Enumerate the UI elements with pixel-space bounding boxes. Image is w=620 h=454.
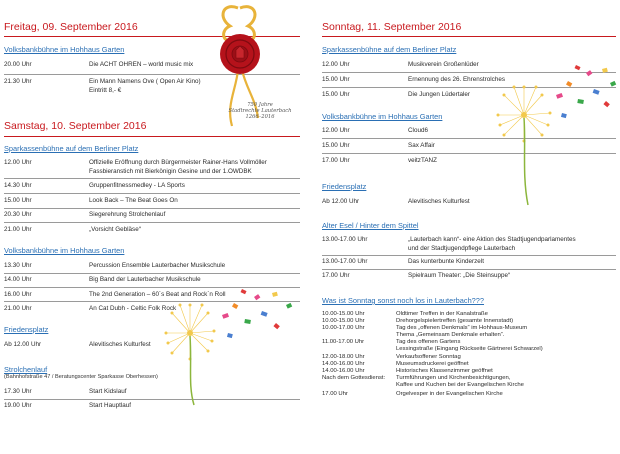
event-desc: „Vorsicht Gebläse“ bbox=[89, 226, 141, 233]
event-time: 14.30 Uhr bbox=[4, 182, 32, 189]
event-time: 20.30 Uhr bbox=[4, 211, 32, 218]
section-title: Sparkassenbühne auf dem Berliner Platz bbox=[322, 45, 457, 54]
list-item bbox=[322, 354, 616, 361]
seal-caption-line: Stadtrechte Lauterbach bbox=[228, 108, 292, 114]
section-title: Friedensplatz bbox=[4, 325, 49, 334]
section-title: Alter Esel / Hinter dem Spittel bbox=[322, 221, 419, 230]
event-time: 16.00 Uhr bbox=[4, 291, 32, 298]
day-heading-sunday: Sonntag, 11. September 2016 bbox=[322, 21, 462, 33]
list-item bbox=[322, 325, 616, 332]
event-desc: Cloud6 bbox=[408, 127, 428, 134]
event-time: 12.00 Uhr bbox=[4, 159, 32, 166]
heading-divider bbox=[4, 136, 300, 137]
seal-caption bbox=[225, 102, 295, 120]
list-item-desc: Historisches Klassenzimmer geöffnet bbox=[396, 367, 493, 374]
event-time: 14.00 Uhr bbox=[4, 276, 32, 283]
event-time: 13.00-17.00 Uhr bbox=[322, 236, 368, 243]
list-item-time: 10.00-17.00 Uhr bbox=[322, 325, 365, 332]
list-item bbox=[322, 361, 616, 368]
list-item-desc: Thema „Gemeinsam Denkmale erhalten“. bbox=[396, 332, 505, 339]
section-title: Was ist Sonntag sonst noch los in Lauterbach??? bbox=[322, 296, 485, 305]
event-desc: veitzTANZ bbox=[408, 157, 437, 164]
list-item-time: 10.00-15.00 Uhr bbox=[322, 311, 365, 317]
row-divider bbox=[4, 193, 300, 194]
seal-caption-line: 1266–2016 bbox=[245, 114, 275, 120]
event-desc: Das kunterbunte Kinderzelt bbox=[408, 258, 484, 265]
row-divider bbox=[4, 178, 300, 179]
event-time: 12.00 Uhr bbox=[322, 127, 350, 134]
event-time: Ab 12.00 Uhr bbox=[322, 198, 360, 205]
event-desc: Start Kidslauf bbox=[89, 388, 127, 395]
event-time: 15.00 Uhr bbox=[322, 91, 350, 98]
event-desc: Gruppenfitnessmedley - LA Sports bbox=[89, 182, 185, 189]
list-item-time: 10.00-15.00 Uhr bbox=[322, 318, 365, 325]
event-desc: Start Hauptlauf bbox=[89, 402, 132, 409]
list-item bbox=[322, 382, 616, 389]
event-time: 15.00 Uhr bbox=[4, 197, 32, 204]
event-desc: Die ACHT OHREN – world music mix bbox=[89, 61, 194, 68]
seal-caption-line: 750 Jahre bbox=[247, 102, 273, 108]
section-title: Volksbankbühne im Hohhaus Garten bbox=[4, 45, 125, 54]
list-item-time: 17.00 Uhr bbox=[322, 391, 348, 398]
dandelion-icon bbox=[478, 55, 618, 205]
event-desc: Alevitisches Kulturfest bbox=[408, 198, 470, 205]
event-time: 15.00 Uhr bbox=[322, 76, 350, 83]
event-desc: „Lauterbach kann“- eine Aktion des Stadtjugendparlamentes bbox=[408, 236, 576, 243]
list-item-time: 14.00-16.00 Uhr bbox=[322, 367, 365, 374]
section-title: Friedensplatz bbox=[322, 182, 367, 191]
day-heading-saturday: Samstag, 10. September 2016 bbox=[4, 120, 147, 132]
list-item-desc: Drehorgelspielertreffen (gesamte Innenstadt) bbox=[396, 318, 514, 325]
more-events-list bbox=[322, 311, 616, 398]
event-desc: Eintritt 8,- € bbox=[89, 87, 122, 94]
event-desc: Die Jungen Lüdertaler bbox=[408, 91, 470, 98]
list-item bbox=[322, 339, 616, 346]
row-divider bbox=[4, 222, 300, 223]
list-item-desc: Kaffee und Kuchen bei der Evangelischen Kirche bbox=[396, 381, 524, 388]
list-item bbox=[322, 375, 616, 382]
list-item-desc: Tag des offenen Gartens bbox=[396, 339, 461, 346]
section-title: Sparkassenbühne auf dem Berliner Platz bbox=[4, 144, 139, 153]
row-divider bbox=[4, 208, 300, 209]
list-item-desc: Oldtimer Treffen in der Kanalstraße bbox=[396, 311, 488, 317]
list-item-desc: Orgelvesper in der Evangelischen Kirche bbox=[396, 391, 503, 398]
event-desc: Alevitisches Kulturfest bbox=[89, 341, 151, 348]
section-subtitle: (Bahnhofstraße 47 / Beratungscenter Sparkasse Oberhessen) bbox=[4, 374, 158, 380]
list-item-time: 11.00-17.00 Uhr bbox=[322, 339, 365, 346]
section-title: Volksbankbühne im Hohhaus Garten bbox=[322, 112, 443, 121]
day-heading-friday: Freitag, 09. September 2016 bbox=[4, 21, 138, 33]
list-item-desc: Museumsdruckerei geöffnet bbox=[396, 360, 469, 367]
list-item-desc: Tag des „offenen Denkmals“ im Hohhaus-Museum bbox=[396, 325, 528, 332]
row-divider bbox=[4, 273, 300, 274]
event-time: 20.00 Uhr bbox=[4, 61, 32, 68]
event-time: 15.00 Uhr bbox=[322, 142, 350, 149]
list-item-time: Nach dem Gottesdienst: bbox=[322, 374, 386, 381]
list-item-desc: Lessingstraße (Eingang Rückseite Gärtnerei Schwarzel) bbox=[396, 346, 543, 353]
list-item-time: 14.00-16.00 Uhr bbox=[322, 360, 365, 367]
event-time: 17.00 Uhr bbox=[322, 157, 350, 164]
event-time: 17.00 Uhr bbox=[322, 272, 350, 279]
section-title: Strolchenlauf bbox=[4, 365, 48, 374]
event-desc: Fassbieranstich mit Bierkönigin Gesine und der 1.OWDBK bbox=[89, 168, 252, 175]
list-item bbox=[322, 318, 616, 325]
row-divider bbox=[322, 269, 616, 270]
event-desc: An Cat Dubh - Celtic Folk Rock bbox=[89, 305, 177, 312]
dandelion-icon bbox=[150, 275, 300, 405]
event-desc: Ein Mann Namens Ove ( Open Air Kino) bbox=[89, 78, 201, 85]
list-item-time: 12.00-18.00 Uhr bbox=[322, 353, 365, 360]
row-divider bbox=[322, 255, 616, 256]
event-desc: und der Stadtjugendpflege Lauterbach bbox=[408, 245, 516, 252]
event-time: 21.00 Uhr bbox=[4, 226, 32, 233]
event-desc: Spielraum Theater: „Die Steinsuppe“ bbox=[408, 272, 511, 279]
event-time: Ab 12.00 Uhr bbox=[4, 341, 42, 348]
event-row bbox=[4, 159, 300, 177]
event-desc: Ernennung des 26. Ehrenstrolches bbox=[408, 76, 505, 83]
event-desc: Big Band der Lauterbacher Musikschule bbox=[89, 276, 201, 283]
event-desc: Sax Affair bbox=[408, 142, 435, 149]
event-time: 12.00 Uhr bbox=[322, 61, 350, 68]
event-time: 19.00 Uhr bbox=[4, 402, 32, 409]
event-time: 17.30 Uhr bbox=[4, 388, 32, 395]
list-item bbox=[322, 391, 616, 398]
list-item bbox=[322, 346, 616, 353]
event-desc: Look Back – The Beat Goes On bbox=[89, 197, 178, 204]
event-desc: Siegerehrung Strolchenlauf bbox=[89, 211, 166, 218]
event-desc: Offizielle Eröffnung durch Bürgermeister Rainer-Hans Vollmöller bbox=[89, 159, 267, 166]
section-title: Volksbankbühne im Hohhaus Garten bbox=[4, 246, 125, 255]
event-row bbox=[322, 236, 616, 254]
heading-divider bbox=[322, 36, 616, 37]
event-time: 21.30 Uhr bbox=[4, 78, 32, 85]
list-item-desc: Turmführungen und Kirchenbesichtigungen, bbox=[396, 374, 511, 381]
event-desc: Musikverein Großenlüder bbox=[408, 61, 479, 68]
list-item bbox=[322, 368, 616, 375]
list-item bbox=[322, 332, 616, 339]
list-item-desc: Verkaufsoffener Sonntag bbox=[396, 353, 461, 360]
event-desc: Percussion Ensemble Lauterbacher Musikschule bbox=[89, 262, 226, 269]
event-desc: The 2nd Generation – 60´s Beat and Rock´n Roll bbox=[89, 291, 226, 298]
event-time: 13.00-17.00 Uhr bbox=[322, 258, 368, 265]
list-item bbox=[322, 311, 616, 318]
event-time: 13.30 Uhr bbox=[4, 262, 32, 269]
event-time: 21.00 Uhr bbox=[4, 305, 32, 312]
